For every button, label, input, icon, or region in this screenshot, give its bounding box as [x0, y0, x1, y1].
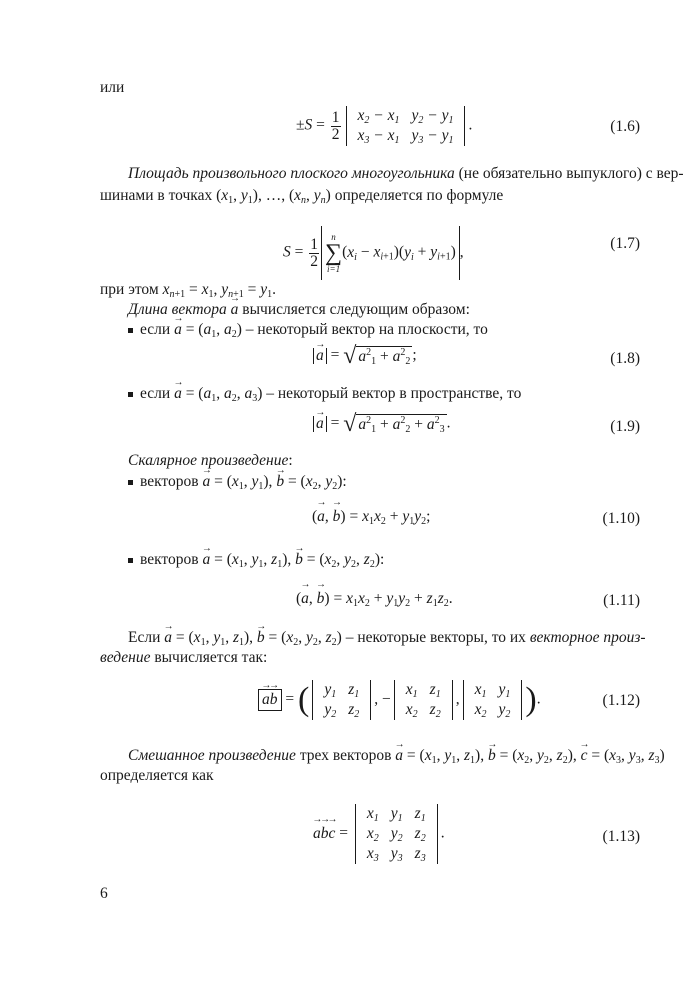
formula-1-11: (→ a, → $b) = x_1x_2 + y_1y_2 + z_1z_2$. — [296, 590, 453, 608]
length-line: Длина вектора → a вычисляется следующим образом: — [128, 300, 470, 320]
polygon-line-1: Площадь произвольного плоского многоугольника (не обязательно выпуклого) с вер- — [128, 165, 684, 182]
formula-1-12: → a→ b = ( $y_1$ $z_1$ $y_2$ $z_2$ , − $x_1$ $z_1$ $x_2$ $z_2$ , $x_1$ $y_1$ $x_2$ $y_2$ ). — [258, 680, 541, 720]
cross-line-2: ведение вычисляется так: — [100, 649, 268, 666]
equation-number-1-11: (1.11) — [603, 592, 640, 609]
polygon-term: Площадь произвольного плоского многоугольника — [128, 165, 455, 182]
bullet-icon — [128, 392, 133, 397]
mixed-line-2: определяется как — [100, 767, 214, 784]
cross-line-1: Если → $a = (x_1$, $y_1$, $z_1$), → $b = (x_2$, $y_2$, $z_2$) – некоторые векторы, то их векторное произ- — [128, 628, 646, 648]
formula-1-6: ±S = $\frac{1}{2}$ $x_2 - x_1$ $y_2 - y_1$ $x_3 - x_1$ $y_3 - y_1$ . — [296, 107, 473, 146]
bullet-icon — [128, 328, 133, 333]
equation-number-1-8: (1.8) — [610, 350, 640, 367]
mixed-line-1: Смешанное произведение трех векторов → $a = (x_1$, $y_1$, $z_1$), → $b = (x_2$, $y_2$, $z_2$), → $c = (x_3$, $y_3$, $z_3$) — [128, 746, 665, 766]
equation-number-1-7: (1.7) — [610, 235, 640, 252]
bullet-plane: если → $a = (a_1$, $a_2$) – некоторый вектор на плоскости, то — [128, 320, 488, 340]
intro-word: или — [100, 79, 125, 96]
closure-line: при этом $x_{n+1} = x_1$, $y_{n+1} = y_1$. — [100, 281, 277, 300]
formula-1-9: → a = √ $a^2_1 + a^2_2 + a^2_3$ . — [313, 414, 451, 434]
bullet-icon — [128, 558, 133, 563]
polygon-line-2: шинами в точках ($x_1$, $y_1$), …, ($x_n$, $y_n$) определяется по формуле — [100, 187, 504, 206]
bullet-icon — [128, 480, 133, 485]
bullet-space: если → $a = (a_1$, $a_2$, $a_3$) – некоторый вектор в пространстве, то — [128, 384, 521, 404]
equation-number-1-10: (1.10) — [602, 510, 640, 527]
formula-1-13: → a→ b→ c = $x_1$ $y_1$ $z_1$ $x_2$ $y_2$ $z_2$ $x_3$ $y_3$ $z_3$ . — [313, 804, 445, 864]
formula-1-8: → a = √ $a^2_1 + a^2_2$ ; — [313, 346, 417, 366]
scalar-heading: Скалярное произведение: — [128, 452, 293, 469]
formula-1-10: (→ a, → $b) = x_1x_2 + y_1y_2$; — [312, 508, 430, 526]
bullet-vectors-3d: векторов → $a = (x_1$, $y_1$, $z_1$), → $b = (x_2$, $y_2$, $z_2$): — [128, 550, 384, 570]
equation-number-1-9: (1.9) — [610, 418, 640, 435]
formula-1-7: S = $\frac{1}{2}$ n ∑ i=1 $(x_i - x_{i+1})(y_i + y_{i+1})$ , — [283, 226, 464, 280]
bullet-vectors-2d: векторов → $a = (x_1$, $y_1$), → $b = (x_2$, $y_2$): — [128, 472, 347, 492]
page-number: 6 — [100, 885, 108, 902]
equation-number-1-6: (1.6) — [610, 118, 640, 135]
equation-number-1-12: (1.12) — [602, 692, 640, 709]
equation-number-1-13: (1.13) — [602, 828, 640, 845]
